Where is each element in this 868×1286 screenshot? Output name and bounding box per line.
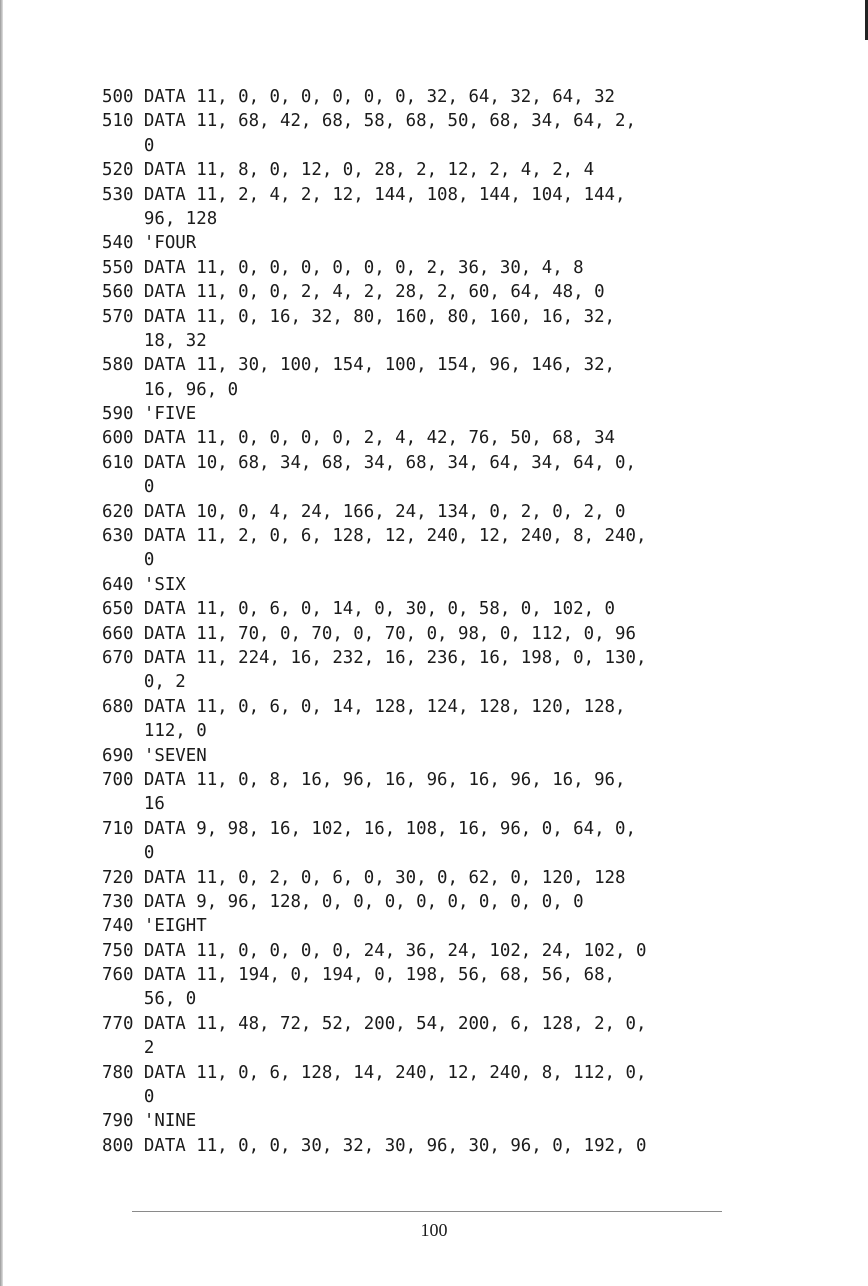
code-line: 680 DATA 11, 0, 6, 0, 14, 128, 124, 128, 120, 128, [102,696,626,717]
code-line: 510 DATA 11, 68, 42, 68, 58, 68, 50, 68, 34, 64, 2, [102,111,636,132]
code-line: 790 'NINE [102,1111,197,1132]
code-line: 760 DATA 11, 194, 0, 194, 0, 198, 56, 68, 56, 68, [102,965,616,986]
code-line: 0 [102,477,155,498]
code-line: 2 [102,1038,155,1059]
code-line: 520 DATA 11, 8, 0, 12, 0, 28, 2, 12, 2, 4, 2, 4 [102,160,595,181]
code-line: 600 DATA 11, 0, 0, 0, 0, 2, 4, 42, 76, 50, 68, 34 [102,428,616,449]
code-line: 710 DATA 9, 98, 16, 102, 16, 108, 16, 96, 0, 64, 0, [102,818,636,839]
code-line: 0, 2 [102,672,186,693]
code-line: 500 DATA 11, 0, 0, 0, 0, 0, 0, 32, 64, 32, 64, 32 [102,87,616,107]
code-line: 560 DATA 11, 0, 0, 2, 4, 2, 28, 2, 60, 64, 48, 0 [102,282,605,303]
code-line: 540 'FOUR [102,233,197,254]
code-line: 0 [102,135,155,156]
code-line: 590 'FIVE [102,404,197,425]
code-line: 690 'SEVEN [102,745,207,766]
code-line: 0 [102,550,155,571]
code-line: 670 DATA 11, 224, 16, 232, 16, 236, 16, 198, 0, 130, [102,647,647,668]
code-line: 530 DATA 11, 2, 4, 2, 12, 144, 108, 144, 104, 144, [102,184,626,205]
code-line: 16 [102,794,165,815]
code-line: 18, 32 [102,330,207,351]
code-line: 16, 96, 0 [102,379,239,400]
code-line: 610 DATA 10, 68, 34, 68, 34, 68, 34, 64, 34, 64, 0, [102,452,636,473]
code-line: 570 DATA 11, 0, 16, 32, 80, 160, 80, 160, 16, 32, [102,306,616,327]
code-line: 750 DATA 11, 0, 0, 0, 0, 24, 36, 24, 102, 24, 102, 0 [102,940,647,961]
code-line: 550 DATA 11, 0, 0, 0, 0, 0, 0, 2, 36, 30, 4, 8 [102,257,584,278]
basic-program-listing [102,85,646,1158]
code-line: 0 [102,843,155,864]
code-line: 740 'EIGHT [102,916,207,937]
code-line: 770 DATA 11, 48, 72, 52, 200, 54, 200, 6, 128, 2, 0, [102,1013,647,1034]
code-line: 96, 128 [102,208,218,229]
footer-divider [132,1211,722,1212]
code-line: 640 'SIX [102,574,186,595]
code-line: 780 DATA 11, 0, 6, 128, 14, 240, 12, 240, 8, 112, 0, [102,1062,647,1083]
code-line: 0 [102,1087,155,1108]
code-line: 720 DATA 11, 0, 2, 0, 6, 0, 30, 0, 62, 0, 120, 128 [102,867,626,888]
page-binding-edge [0,0,3,1286]
code-line: 800 DATA 11, 0, 0, 30, 32, 30, 96, 30, 96, 0, 192, 0 [102,1135,647,1156]
page-number: 100 [420,1220,448,1240]
code-line: 580 DATA 11, 30, 100, 154, 100, 154, 96, 146, 32, [102,355,616,376]
code-line: 700 DATA 11, 0, 8, 16, 96, 16, 96, 16, 96, 16, 96, [102,769,626,790]
code-line: 630 DATA 11, 2, 0, 6, 128, 12, 240, 12, 240, 8, 240, [102,526,647,547]
code-line: 650 DATA 11, 0, 6, 0, 14, 0, 30, 0, 58, 0, 102, 0 [102,599,616,620]
code-line: 620 DATA 10, 0, 4, 24, 166, 24, 134, 0, 2, 0, 2, 0 [102,501,626,522]
code-line: 660 DATA 11, 70, 0, 70, 0, 70, 0, 98, 0, 112, 0, 96 [102,623,636,644]
code-line: 56, 0 [102,989,197,1010]
code-line: 730 DATA 9, 96, 128, 0, 0, 0, 0, 0, 0, 0, 0, 0 [102,891,584,912]
code-line: 112, 0 [102,721,207,742]
